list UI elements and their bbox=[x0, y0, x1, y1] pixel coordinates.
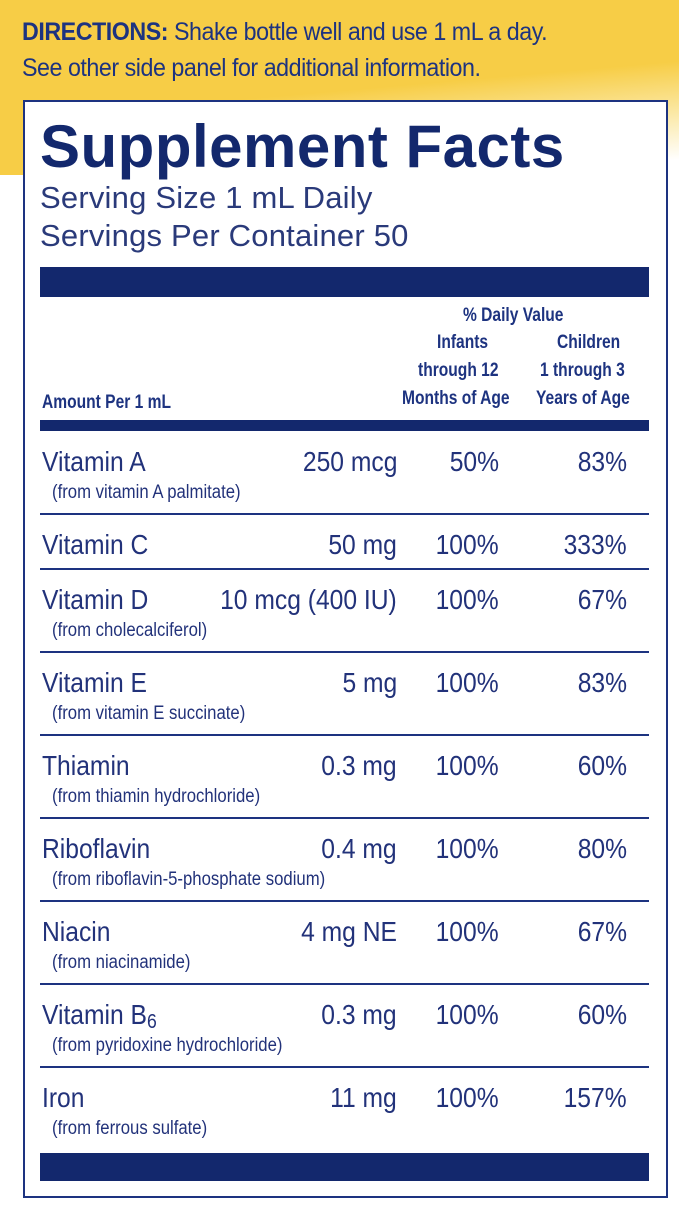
header-divider bbox=[40, 420, 649, 431]
infants-col-line3: Months of Age bbox=[402, 388, 510, 409]
children-col-line3: Years of Age bbox=[536, 388, 630, 409]
nutrient-name: Thiamin bbox=[42, 750, 130, 781]
nutrient-name bbox=[42, 999, 157, 1034]
nutrient-amount: 10 mcg (400 IU) bbox=[220, 584, 397, 615]
infants-col-line2: through 12 bbox=[418, 360, 499, 381]
nutrient-amount: 0.4 mg bbox=[321, 833, 397, 864]
directions-line2: See other side panel for additional information. bbox=[22, 54, 481, 82]
dv-infants: 100% bbox=[435, 750, 499, 781]
nutrient-row bbox=[40, 653, 649, 736]
nutrient-source: (from riboflavin-5-phosphate sodium) bbox=[52, 869, 326, 890]
nutrient-amount: 0.3 mg bbox=[321, 750, 397, 781]
dv-children: 67% bbox=[577, 584, 627, 615]
nutrient-row bbox=[40, 432, 649, 515]
nutrient-row bbox=[40, 819, 649, 902]
yellow-edge bbox=[0, 95, 25, 175]
directions-text bbox=[22, 14, 617, 86]
dv-children: 157% bbox=[563, 1082, 627, 1113]
nutrient-name: Niacin bbox=[42, 916, 111, 947]
children-col-line2: 1 through 3 bbox=[540, 360, 625, 381]
dv-children: 60% bbox=[577, 750, 627, 781]
nutrient-row bbox=[40, 515, 649, 570]
dv-infants: 100% bbox=[435, 999, 499, 1030]
nutrient-amount: 5 mg bbox=[342, 667, 397, 698]
children-col-line1: Children bbox=[557, 332, 621, 353]
nutrient-source: (from thiamin hydrochloride) bbox=[52, 786, 261, 807]
infants-col-line1: Infants bbox=[437, 332, 489, 353]
nutrient-amount: 4 mg NE bbox=[301, 916, 397, 947]
directions-label: DIRECTIONS: bbox=[22, 18, 169, 46]
nutrient-name: Vitamin E bbox=[42, 667, 148, 698]
nutrient-name-subscript: 6 bbox=[147, 1011, 157, 1033]
dv-infants: 100% bbox=[435, 833, 499, 864]
dv-infants: 50% bbox=[449, 446, 499, 477]
nutrient-amount: 0.3 mg bbox=[321, 999, 397, 1030]
thick-divider-top bbox=[40, 267, 649, 297]
serving-size: Serving Size 1 mL Daily bbox=[40, 180, 373, 215]
nutrient-amount: 50 mg bbox=[328, 529, 397, 560]
dv-infants: 100% bbox=[435, 667, 499, 698]
servings-per-container: Servings Per Container 50 bbox=[40, 218, 409, 253]
nutrient-row bbox=[40, 1068, 649, 1151]
nutrient-name: Vitamin C bbox=[42, 529, 149, 560]
dv-infants: 100% bbox=[435, 1082, 499, 1113]
nutrient-row bbox=[40, 570, 649, 653]
thick-divider-bottom bbox=[40, 1153, 649, 1181]
dv-children: 83% bbox=[577, 667, 627, 698]
nutrient-source: (from ferrous sulfate) bbox=[52, 1118, 208, 1139]
nutrient-source: (from vitamin A palmitate) bbox=[52, 482, 241, 503]
nutrient-name-text: Vitamin B bbox=[42, 999, 148, 1030]
nutrient-amount: 250 mcg bbox=[302, 446, 397, 477]
nutrient-name: Vitamin D bbox=[42, 584, 149, 615]
nutrient-row bbox=[40, 985, 649, 1068]
directions-line1: Shake bottle well and use 1 mL a day. bbox=[174, 18, 548, 46]
nutrient-row bbox=[40, 736, 649, 819]
dv-children: 333% bbox=[563, 529, 627, 560]
amount-per-heading: Amount Per 1 mL bbox=[42, 392, 171, 413]
dv-children: 80% bbox=[577, 833, 627, 864]
dv-infants: 100% bbox=[435, 584, 499, 615]
dv-children: 60% bbox=[577, 999, 627, 1030]
nutrient-name: Riboflavin bbox=[42, 833, 151, 864]
panel-title: Supplement Facts bbox=[40, 113, 565, 180]
dv-children: 83% bbox=[577, 446, 627, 477]
nutrient-name: Vitamin A bbox=[42, 446, 146, 477]
dv-infants: 100% bbox=[435, 916, 499, 947]
nutrient-source: (from cholecalciferol) bbox=[52, 620, 208, 641]
nutrient-name: Iron bbox=[42, 1082, 85, 1113]
dv-children: 67% bbox=[577, 916, 627, 947]
nutrient-row bbox=[40, 902, 649, 985]
dv-infants: 100% bbox=[435, 529, 499, 560]
nutrient-source: (from vitamin E succinate) bbox=[52, 703, 246, 724]
nutrient-amount: 11 mg bbox=[330, 1082, 397, 1113]
daily-value-heading: % Daily Value bbox=[463, 305, 564, 326]
nutrient-source: (from niacinamide) bbox=[52, 952, 191, 973]
nutrient-source: (from pyridoxine hydrochloride) bbox=[52, 1035, 283, 1056]
